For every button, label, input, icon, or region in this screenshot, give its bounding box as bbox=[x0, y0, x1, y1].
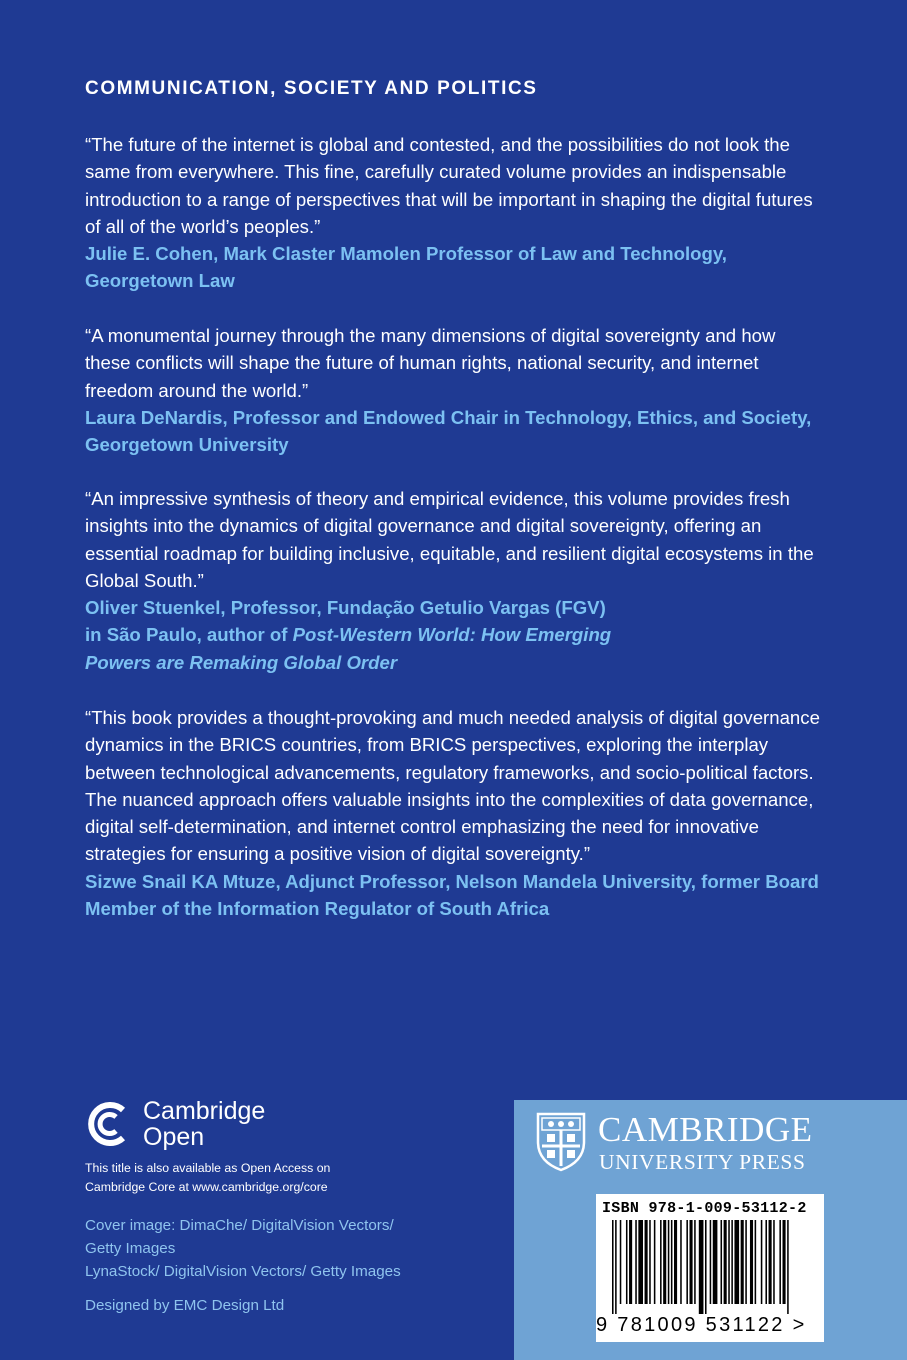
blurb-3-text: “An impressive synthesis of theory and empirical evidence, this volume provides fresh insights into the dynamics of digital governance and digital sovereignty, offering an essential roadmap for building inclusive, equitable, and resilient digital ecosystems in the Global South.” bbox=[85, 488, 814, 591]
blurb-3-attribution-line1: Oliver Stuenkel, Professor, Fundação Getulio Vargas (FGV) bbox=[85, 597, 606, 619]
barcode-bar bbox=[779, 1220, 781, 1304]
cover-credit-line1: Cover image: DimaChe/ DigitalVision Vectors/ bbox=[85, 1217, 394, 1234]
cambridge-open-logo bbox=[85, 1098, 345, 1154]
barcode-bar bbox=[615, 1220, 617, 1314]
barcode-digits: 9 781009 531122 > bbox=[596, 1314, 807, 1336]
designer-credit: Designed by EMC Design Ltd bbox=[85, 1297, 285, 1314]
cambridge-open-line2: Open bbox=[143, 1123, 205, 1151]
blurb-1-text: “The future of the internet is global and contested, and the possibilities do not look the same from everywhere. This fine, carefully curated volume provides an indispensable introduction to a range of perspectives that will be important in shaping the digital futures of all of the world’s peoples.” bbox=[85, 134, 813, 237]
barcode-bar bbox=[710, 1220, 712, 1304]
cover-credits bbox=[85, 1214, 485, 1283]
barcode-bar bbox=[783, 1220, 786, 1304]
publisher-name: CAMBRIDGE bbox=[598, 1110, 813, 1149]
barcode-bar bbox=[674, 1220, 677, 1304]
blurb-3-book-title-b: Powers are Remaking Global Order bbox=[85, 651, 398, 673]
barcode-bar bbox=[773, 1220, 775, 1304]
blurb-3-attribution-line2 bbox=[85, 621, 825, 648]
barcode-bar bbox=[649, 1220, 651, 1304]
barcode-bar bbox=[612, 1220, 614, 1314]
barcode-bar bbox=[635, 1220, 637, 1304]
barcode-bar bbox=[721, 1220, 723, 1304]
barcode-bar bbox=[668, 1220, 670, 1304]
barcode-bar bbox=[724, 1220, 727, 1304]
open-access-note-line2: Cambridge Core at www.cambridge.org/core bbox=[85, 1180, 328, 1194]
cambridge-open-wordmark bbox=[143, 1098, 265, 1150]
barcode-bar bbox=[626, 1220, 628, 1304]
barcode-bar bbox=[663, 1220, 666, 1304]
blurb-2 bbox=[85, 322, 825, 458]
publisher-panel bbox=[514, 1100, 907, 1360]
blurb-2-attribution: Laura DeNardis, Professor and Endowed Chair in Technology, Ethics, and Society, Georgetown University bbox=[85, 406, 812, 456]
barcode-bar bbox=[731, 1220, 733, 1304]
blurb-4-text: “This book provides a thought-provoking and much needed analysis of digital governance dynamics in the BRICS countries, from BRICS perspectives, exploring the interplay between technological advancements, regulatory frameworks, and socio-political factors. The nuanced approach offers valuable insights into the complexities of data governance, digital self-determination, and internet control emphasizing the need for innovative strategies for ensuring a positive vision of digital sovereignty.” bbox=[85, 707, 820, 865]
barcode-bar bbox=[734, 1220, 739, 1304]
cover-credit-line3: LynaStock/ DigitalVision Vectors/ Getty Images bbox=[85, 1263, 401, 1280]
barcode-bar bbox=[690, 1220, 693, 1304]
open-access-note bbox=[85, 1159, 415, 1197]
cambridge-open-icon bbox=[85, 1100, 133, 1148]
barcode-bar bbox=[705, 1220, 707, 1314]
barcode-bar bbox=[769, 1220, 772, 1304]
blurb-3-book-title-a: Post-Western World: How Emerging bbox=[292, 624, 612, 646]
barcode-bar bbox=[699, 1220, 704, 1314]
barcode-bar bbox=[660, 1220, 662, 1304]
barcode-bar bbox=[654, 1220, 656, 1304]
barcode-bar bbox=[750, 1220, 753, 1304]
series-title: COMMUNICATION, SOCIETY AND POLITICS bbox=[85, 78, 538, 99]
blurb-4-attribution: Sizwe Snail KA Mtuze, Adjunct Professor, Nelson Mandela University, former Board Member of the Information Regulator of South Africa bbox=[85, 870, 819, 920]
cambridge-shield-icon bbox=[536, 1112, 586, 1172]
barcode-bar bbox=[645, 1220, 648, 1304]
blurb-1 bbox=[85, 131, 825, 295]
cover-credit-line2: Getty Images bbox=[85, 1240, 176, 1257]
barcode-bar bbox=[686, 1220, 688, 1304]
barcode-bars bbox=[596, 1220, 824, 1314]
barcode-bar bbox=[713, 1220, 718, 1304]
barcode-bar bbox=[765, 1220, 767, 1304]
barcode-bar bbox=[629, 1220, 632, 1304]
isbn-label: ISBN 978-1-009-53112-2 bbox=[602, 1200, 807, 1217]
barcode-bar bbox=[761, 1220, 763, 1304]
blurb-1-attribution: Julie E. Cohen, Mark Claster Mamolen Professor of Law and Technology, Georgetown Law bbox=[85, 243, 727, 292]
cambridge-open-line1: Cambridge bbox=[143, 1097, 266, 1125]
barcode-bar bbox=[620, 1220, 622, 1304]
barcode-bar bbox=[694, 1220, 696, 1304]
blurb-3 bbox=[85, 485, 825, 676]
barcode-bar bbox=[787, 1220, 789, 1314]
barcode-bar bbox=[680, 1220, 682, 1304]
blurb-2-text: “A monumental journey through the many dimensions of digital sovereignty and how these conflicts will shape the future of human rights, national security, and internet freedom around the world.” bbox=[85, 325, 776, 401]
blurb-4 bbox=[85, 704, 825, 922]
blurb-3-attribution-line3 bbox=[85, 649, 825, 676]
barcode-bar bbox=[728, 1220, 730, 1304]
barcode-bar bbox=[745, 1220, 747, 1304]
barcode-bar bbox=[638, 1220, 643, 1304]
barcode-bar bbox=[671, 1220, 673, 1304]
barcode bbox=[596, 1194, 824, 1342]
barcode-bar bbox=[755, 1220, 757, 1304]
barcode-bar bbox=[741, 1220, 744, 1304]
blurb-3-attribution-prefix: in São Paulo, author of bbox=[85, 624, 293, 646]
open-access-note-line1: This title is also available as Open Access on bbox=[85, 1161, 331, 1175]
publisher-subname: UNIVERSITY PRESS bbox=[599, 1150, 806, 1174]
